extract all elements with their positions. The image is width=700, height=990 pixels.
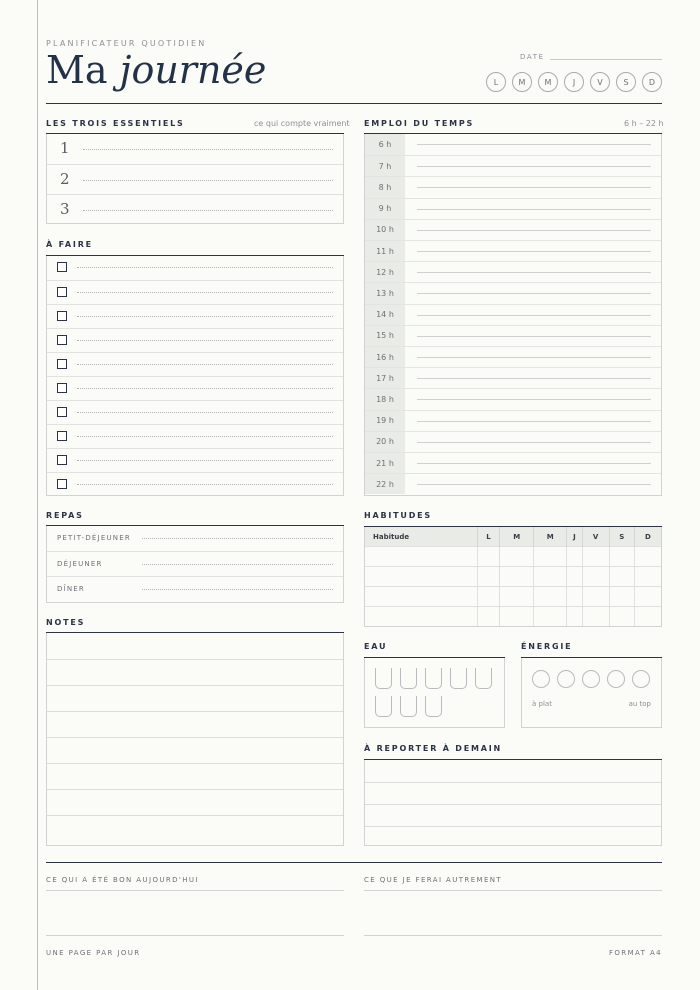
weekday-circle[interactable]: J bbox=[564, 72, 584, 92]
schedule-row[interactable] bbox=[365, 325, 661, 346]
habits-day-header: S bbox=[609, 527, 634, 547]
carry-over-row[interactable] bbox=[365, 826, 661, 846]
habit-check-cell[interactable] bbox=[634, 547, 661, 567]
schedule-row[interactable] bbox=[365, 155, 661, 176]
water-title: EAU bbox=[364, 642, 388, 651]
habit-check-cell[interactable] bbox=[533, 547, 566, 567]
schedule-row[interactable] bbox=[365, 198, 661, 219]
habit-check-cell[interactable] bbox=[609, 547, 634, 567]
hour-label: 22 h bbox=[365, 474, 405, 494]
schedule-row[interactable] bbox=[365, 452, 661, 473]
habits-tracker bbox=[364, 527, 662, 627]
notes-line[interactable] bbox=[47, 737, 343, 763]
hour-label: 10 h bbox=[365, 220, 405, 240]
schedule-row[interactable] bbox=[365, 473, 661, 494]
writing-line bbox=[417, 293, 651, 294]
schedule-row[interactable] bbox=[365, 176, 661, 197]
todo-item[interactable] bbox=[47, 304, 343, 328]
habit-name-cell[interactable] bbox=[365, 587, 477, 607]
writing-line bbox=[417, 166, 651, 167]
todo-checkbox[interactable] bbox=[57, 431, 67, 441]
todo-checkbox[interactable] bbox=[57, 479, 67, 489]
water-glass-icon[interactable] bbox=[475, 668, 492, 689]
writing-line bbox=[77, 316, 333, 317]
meal-label-breakfast: PETIT-DÉJEUNER bbox=[57, 534, 131, 542]
notes-line[interactable] bbox=[47, 633, 343, 659]
weekday-circle[interactable]: M bbox=[538, 72, 558, 92]
schedule-row[interactable] bbox=[365, 431, 661, 452]
habit-check-cell[interactable] bbox=[477, 567, 500, 587]
habit-check-cell[interactable] bbox=[582, 567, 609, 587]
notes-line[interactable] bbox=[47, 659, 343, 685]
schedule-row[interactable] bbox=[365, 346, 661, 367]
habit-check-cell[interactable] bbox=[567, 567, 582, 587]
meal-label-lunch: DÉJEUNER bbox=[57, 560, 103, 568]
meals-box bbox=[46, 526, 344, 603]
habit-check-cell[interactable] bbox=[533, 567, 566, 587]
weekday-circle[interactable]: D bbox=[642, 72, 662, 92]
schedule-row[interactable] bbox=[365, 282, 661, 303]
writing-line bbox=[417, 209, 651, 210]
todo-checkbox[interactable] bbox=[57, 335, 67, 345]
reflection-good-label: CE QUI A ÉTÉ BON AUJOURD'HUI bbox=[46, 876, 199, 884]
energy-level-circle[interactable] bbox=[557, 670, 575, 688]
habit-check-cell[interactable] bbox=[500, 607, 533, 627]
todo-checkbox[interactable] bbox=[57, 455, 67, 465]
essential-row[interactable] bbox=[47, 164, 343, 194]
weekday-circle[interactable]: M bbox=[512, 72, 532, 92]
hour-label: 14 h bbox=[365, 305, 405, 325]
writing-line bbox=[77, 484, 333, 485]
hour-label: 16 h bbox=[365, 347, 405, 367]
writing-line bbox=[77, 412, 333, 413]
title-roman: Ma bbox=[46, 48, 120, 92]
water-glass-icon[interactable] bbox=[400, 696, 417, 717]
notes-line[interactable] bbox=[47, 685, 343, 711]
reflection-different-bottom bbox=[364, 935, 662, 936]
habits-day-header: D bbox=[634, 527, 661, 547]
date-label: DATE bbox=[520, 53, 545, 61]
todo-list bbox=[46, 256, 344, 496]
page-kicker: PLANIFICATEUR QUOTIDIEN bbox=[46, 39, 207, 48]
schedule-row[interactable] bbox=[365, 261, 661, 282]
meal-label-dinner: DÎNER bbox=[57, 585, 85, 593]
todo-item[interactable] bbox=[47, 352, 343, 376]
habit-check-cell[interactable] bbox=[477, 607, 500, 627]
habit-row bbox=[365, 547, 661, 567]
energy-scale bbox=[521, 658, 662, 728]
todo-checkbox[interactable] bbox=[57, 262, 67, 272]
hour-label: 21 h bbox=[365, 453, 405, 473]
habits-header-label: Habitude bbox=[365, 527, 477, 547]
todo-checkbox[interactable] bbox=[57, 287, 67, 297]
todo-item[interactable] bbox=[47, 376, 343, 400]
writing-line bbox=[417, 421, 651, 422]
energy-high-label: au top bbox=[628, 700, 651, 708]
habits-day-header: V bbox=[582, 527, 609, 547]
notes-title: NOTES bbox=[46, 618, 86, 627]
hour-label: 19 h bbox=[365, 411, 405, 431]
margin-rule bbox=[37, 0, 38, 990]
habits-header-row bbox=[365, 527, 661, 547]
habit-row bbox=[365, 607, 661, 627]
meal-row[interactable] bbox=[47, 576, 343, 601]
habit-check-cell[interactable] bbox=[533, 587, 566, 607]
carry-over-title: À REPORTER À DEMAIN bbox=[364, 744, 503, 753]
writing-line bbox=[417, 336, 651, 337]
writing-line bbox=[417, 399, 651, 400]
writing-line bbox=[77, 364, 333, 365]
weekday-circle[interactable]: L bbox=[486, 72, 506, 92]
writing-line bbox=[417, 315, 651, 316]
carry-over-row[interactable] bbox=[365, 760, 661, 782]
header-rule bbox=[46, 103, 662, 104]
habit-check-cell[interactable] bbox=[477, 587, 500, 607]
water-glass-icon[interactable] bbox=[400, 668, 417, 689]
page-title bbox=[46, 48, 266, 92]
todo-item[interactable] bbox=[47, 280, 343, 304]
schedule-row[interactable] bbox=[365, 410, 661, 431]
hour-label: 6 h bbox=[365, 134, 405, 155]
energy-level-circle[interactable] bbox=[532, 670, 550, 688]
writing-line bbox=[142, 564, 333, 565]
writing-line bbox=[83, 180, 333, 181]
reflection-good-line[interactable] bbox=[46, 890, 344, 891]
meals-title: REPAS bbox=[46, 511, 84, 520]
writing-line bbox=[77, 436, 333, 437]
todo-checkbox[interactable] bbox=[57, 407, 67, 417]
hour-label: 20 h bbox=[365, 432, 405, 452]
writing-line bbox=[142, 538, 333, 539]
meal-row[interactable] bbox=[47, 526, 343, 551]
carry-over-row[interactable] bbox=[365, 804, 661, 826]
hour-label: 15 h bbox=[365, 326, 405, 346]
habits-day-header: J bbox=[567, 527, 582, 547]
habit-row bbox=[365, 587, 661, 607]
reflection-rule bbox=[46, 862, 662, 863]
carry-over-row[interactable] bbox=[365, 782, 661, 804]
notes-line[interactable] bbox=[47, 815, 343, 841]
footer-right: FORMAT A4 bbox=[608, 949, 662, 957]
essentials-title: LES TROIS ESSENTIELS bbox=[46, 119, 185, 128]
hour-label: 8 h bbox=[365, 177, 405, 197]
schedule-range: 6 h – 22 h bbox=[624, 119, 664, 128]
todo-item[interactable] bbox=[47, 256, 343, 280]
habit-check-cell[interactable] bbox=[582, 547, 609, 567]
schedule-row[interactable] bbox=[365, 304, 661, 325]
hour-label: 9 h bbox=[365, 199, 405, 219]
hour-label: 7 h bbox=[365, 156, 405, 176]
footer-left: UNE PAGE PAR JOUR bbox=[46, 949, 141, 957]
habit-check-cell[interactable] bbox=[609, 567, 634, 587]
writing-line bbox=[417, 484, 651, 485]
habits-table bbox=[365, 527, 661, 626]
schedule-row[interactable] bbox=[365, 388, 661, 409]
writing-line bbox=[417, 463, 651, 464]
energy-level-circle[interactable] bbox=[632, 670, 650, 688]
todo-title: À FAIRE bbox=[46, 240, 93, 249]
todo-checkbox[interactable] bbox=[57, 359, 67, 369]
hour-label: 17 h bbox=[365, 368, 405, 388]
habits-title: HABITUDES bbox=[364, 511, 432, 520]
habit-check-cell[interactable] bbox=[609, 587, 634, 607]
schedule-grid bbox=[364, 134, 662, 496]
habit-name-cell[interactable] bbox=[365, 607, 477, 627]
notes-line[interactable] bbox=[47, 789, 343, 815]
todo-checkbox[interactable] bbox=[57, 311, 67, 321]
schedule-row[interactable] bbox=[365, 367, 661, 388]
schedule-title: EMPLOI DU TEMPS bbox=[364, 119, 475, 128]
todo-item[interactable] bbox=[47, 400, 343, 424]
hour-label: 18 h bbox=[365, 389, 405, 409]
writing-line bbox=[77, 292, 333, 293]
essentials-note: ce qui compte vraiment bbox=[254, 119, 350, 128]
hour-label: 13 h bbox=[365, 283, 405, 303]
reflection-good-bottom bbox=[46, 935, 344, 936]
meal-row[interactable] bbox=[47, 551, 343, 576]
writing-line bbox=[417, 251, 651, 252]
habit-check-cell[interactable] bbox=[500, 547, 533, 567]
water-glass-icon[interactable] bbox=[375, 696, 392, 717]
reflection-different-label: CE QUE JE FERAI AUTREMENT bbox=[364, 876, 503, 884]
schedule-row[interactable] bbox=[365, 134, 661, 155]
habit-check-cell[interactable] bbox=[500, 567, 533, 587]
schedule-row[interactable] bbox=[365, 240, 661, 261]
hour-label: 12 h bbox=[365, 262, 405, 282]
writing-line bbox=[417, 378, 651, 379]
habit-name-cell[interactable] bbox=[365, 567, 477, 587]
writing-line bbox=[417, 144, 651, 145]
schedule-row[interactable] bbox=[365, 219, 661, 240]
energy-level-circle[interactable] bbox=[607, 670, 625, 688]
writing-line bbox=[77, 460, 333, 461]
writing-line bbox=[142, 589, 333, 590]
essential-number: 2 bbox=[60, 170, 70, 188]
notes-line[interactable] bbox=[47, 711, 343, 737]
habit-check-cell[interactable] bbox=[567, 607, 582, 627]
water-glass-icon[interactable] bbox=[425, 696, 442, 717]
habit-name-cell[interactable] bbox=[365, 547, 477, 567]
essential-number: 3 bbox=[60, 200, 70, 218]
energy-level-circle[interactable] bbox=[582, 670, 600, 688]
essential-row[interactable] bbox=[47, 134, 343, 164]
weekday-circle[interactable]: S bbox=[616, 72, 636, 92]
water-tracker bbox=[364, 658, 505, 728]
todo-item[interactable] bbox=[47, 424, 343, 448]
weekday-circle[interactable]: V bbox=[590, 72, 610, 92]
todo-checkbox[interactable] bbox=[57, 383, 67, 393]
writing-line bbox=[417, 272, 651, 273]
writing-line bbox=[83, 149, 333, 150]
energy-title: ÉNERGIE bbox=[521, 642, 573, 651]
habit-row bbox=[365, 567, 661, 587]
writing-line bbox=[83, 210, 333, 211]
essentials-box bbox=[46, 134, 344, 224]
date-field[interactable] bbox=[550, 59, 662, 60]
habit-check-cell[interactable] bbox=[500, 587, 533, 607]
habit-check-cell[interactable] bbox=[567, 547, 582, 567]
notes-area[interactable] bbox=[46, 633, 344, 846]
habit-check-cell[interactable] bbox=[533, 607, 566, 627]
habit-check-cell[interactable] bbox=[634, 607, 661, 627]
habits-day-header: M bbox=[500, 527, 533, 547]
habit-check-cell[interactable] bbox=[567, 587, 582, 607]
energy-low-label: à plat bbox=[532, 700, 552, 708]
water-glass-icon[interactable] bbox=[425, 668, 442, 689]
habit-check-cell[interactable] bbox=[634, 587, 661, 607]
reflection-different-line[interactable] bbox=[364, 890, 662, 891]
writing-line bbox=[417, 187, 651, 188]
hour-label: 11 h bbox=[365, 241, 405, 261]
writing-line bbox=[417, 357, 651, 358]
habit-check-cell[interactable] bbox=[609, 607, 634, 627]
writing-line bbox=[77, 340, 333, 341]
todo-item[interactable] bbox=[47, 328, 343, 352]
writing-line bbox=[77, 388, 333, 389]
notes-line[interactable] bbox=[47, 763, 343, 789]
carry-over-box bbox=[364, 760, 662, 846]
habit-check-cell[interactable] bbox=[582, 587, 609, 607]
writing-line bbox=[417, 230, 651, 231]
writing-line bbox=[417, 442, 651, 443]
habit-check-cell[interactable] bbox=[477, 547, 500, 567]
habits-day-header: L bbox=[477, 527, 500, 547]
title-italic: journée bbox=[119, 48, 267, 92]
water-glass-icon[interactable] bbox=[375, 668, 392, 689]
habit-check-cell[interactable] bbox=[634, 567, 661, 587]
todo-item[interactable] bbox=[47, 448, 343, 472]
habits-day-header: M bbox=[533, 527, 566, 547]
essential-row[interactable] bbox=[47, 194, 343, 224]
water-glass-icon[interactable] bbox=[450, 668, 467, 689]
todo-item[interactable] bbox=[47, 472, 343, 496]
essential-number: 1 bbox=[60, 139, 70, 157]
writing-line bbox=[77, 267, 333, 268]
habit-check-cell[interactable] bbox=[582, 607, 609, 627]
